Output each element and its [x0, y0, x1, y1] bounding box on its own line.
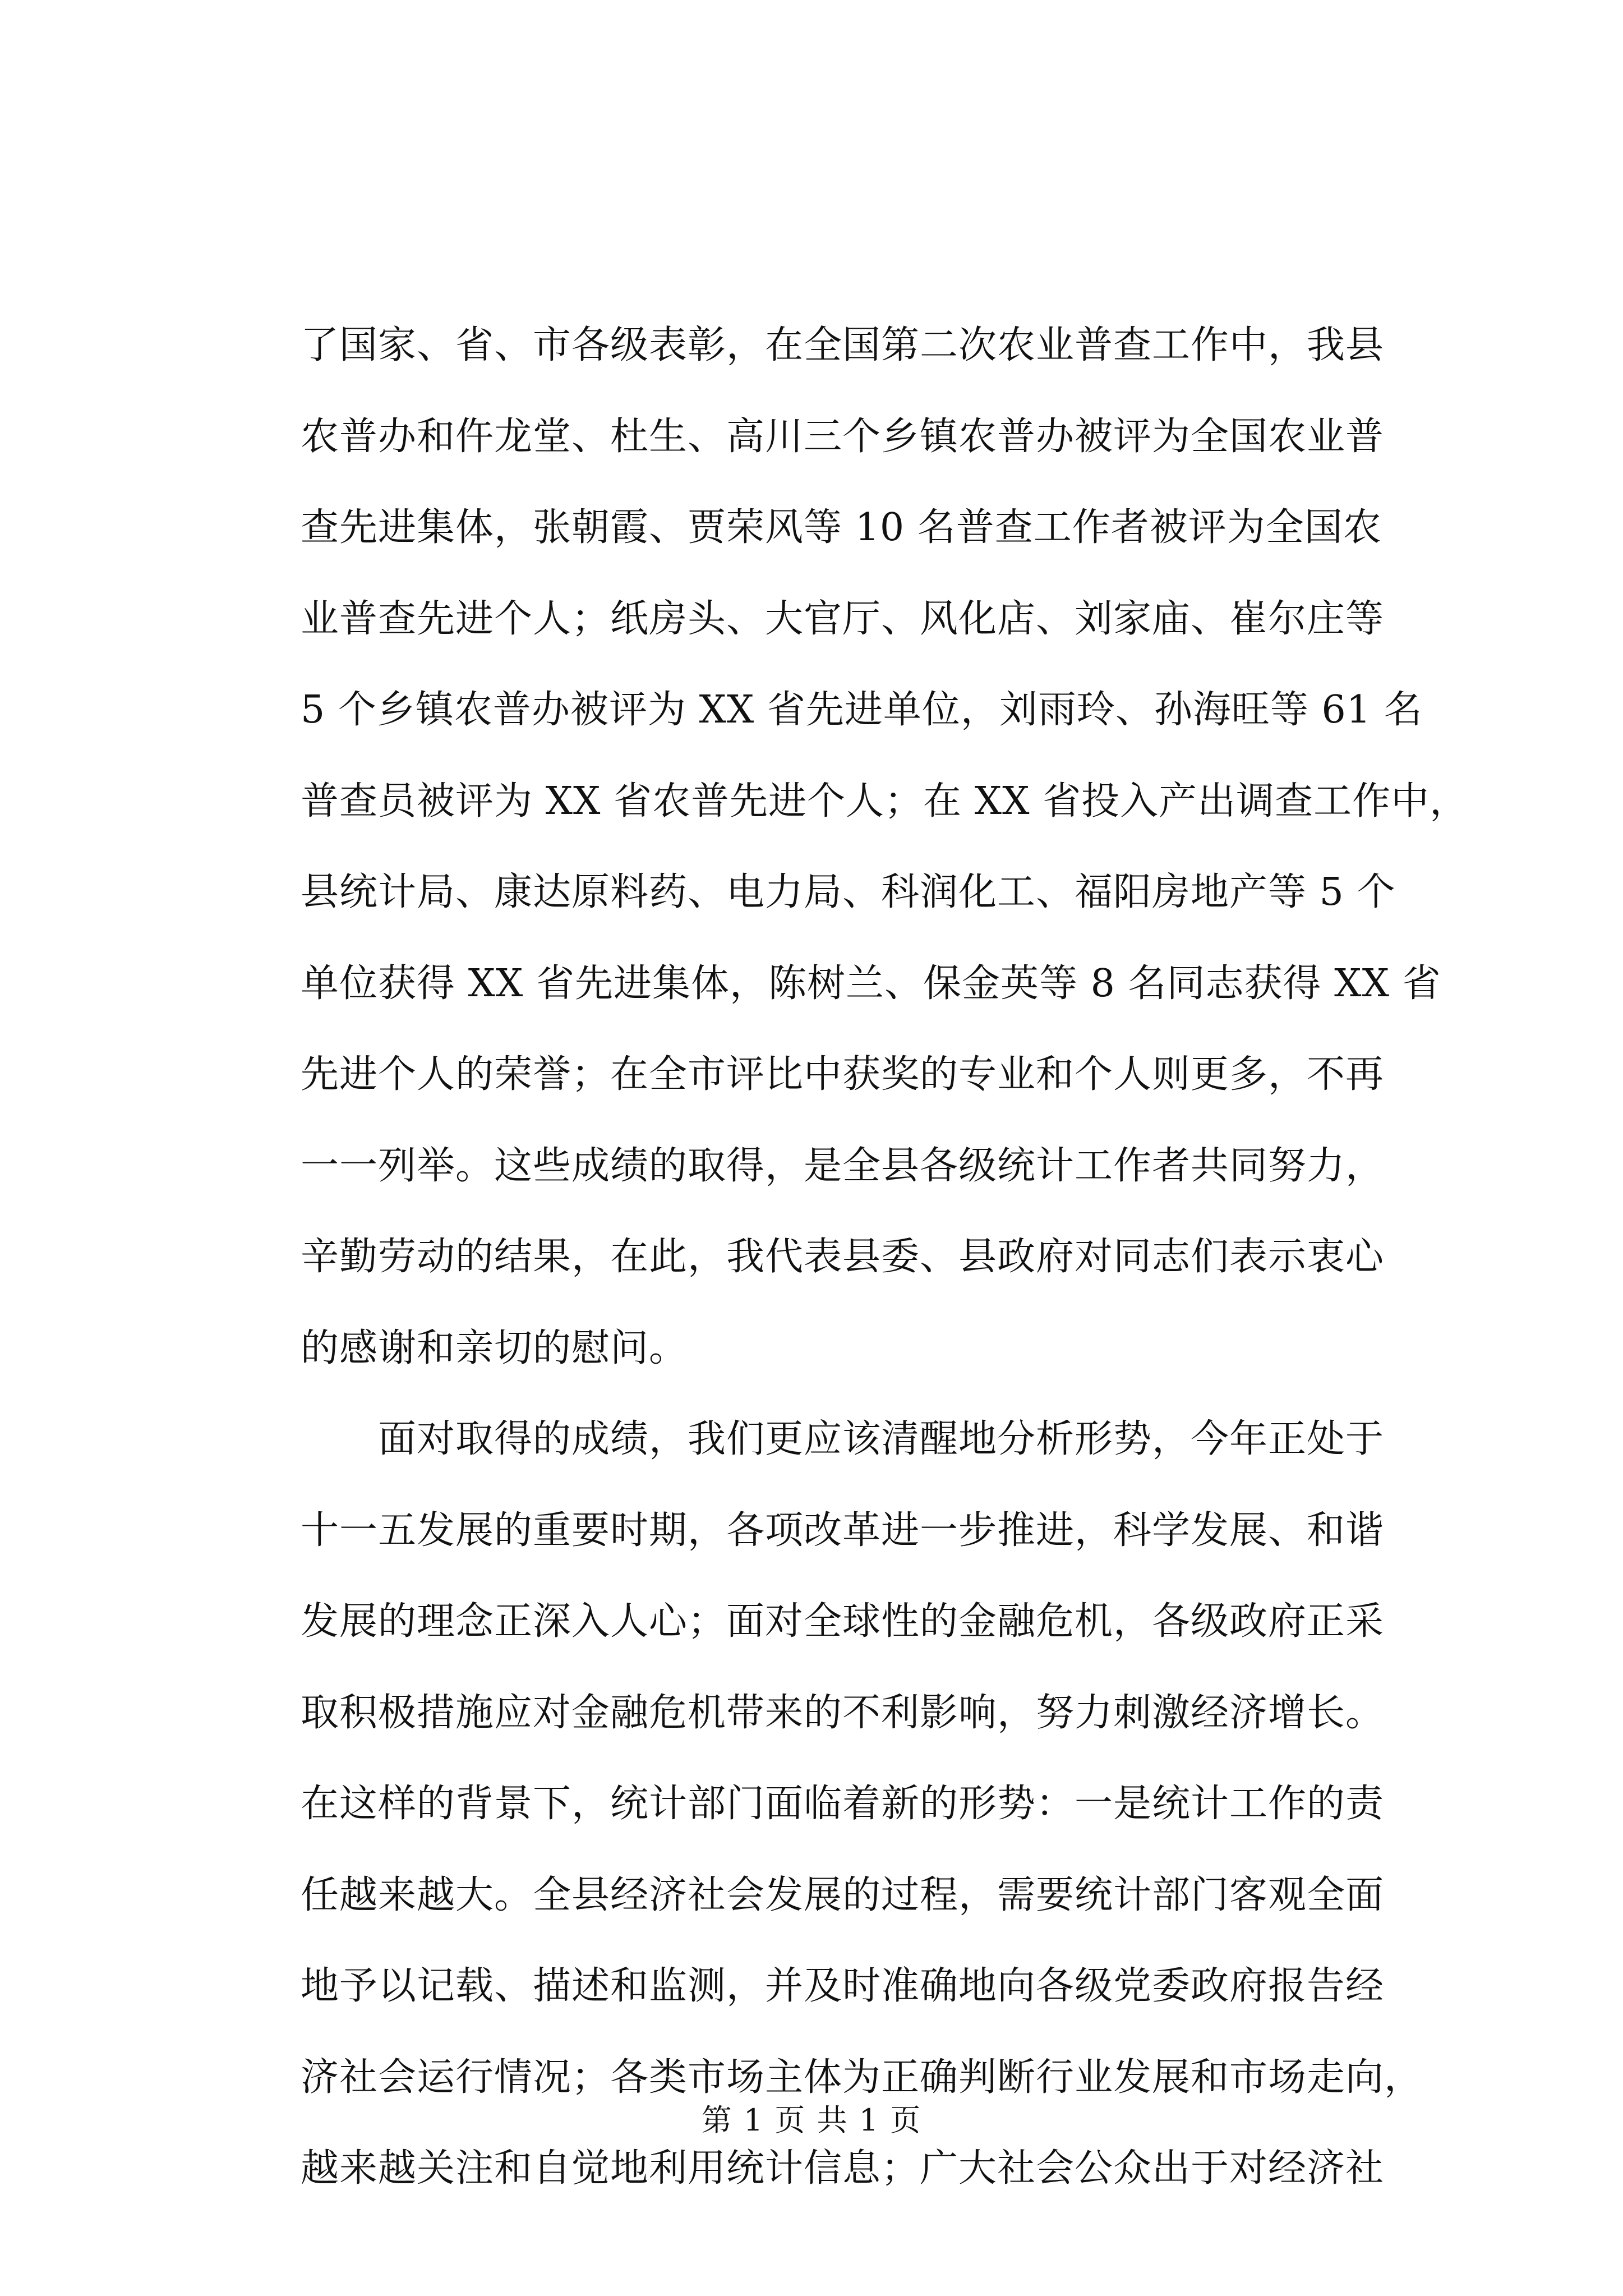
page-footer	[0, 2101, 1623, 2140]
text-line: 业普查先进个人；纸房头、大官厅、风化店、刘家庙、崔尔庄等	[301, 596, 1385, 641]
text-line: 的感谢和亲切的慰问。	[301, 1326, 688, 1370]
text-line: 了国家、省、市各级表彰，在全国第二次农业普查工作中，我县	[301, 323, 1385, 367]
text-line: 先进个人的荣誉；在全市评比中获奖的专业和个人则更多，不再	[301, 1052, 1385, 1097]
body-text	[301, 300, 1469, 2215]
page-number-label: 第 1 页 共 1 页	[701, 2102, 922, 2138]
text-line: 地予以记载、描述和监测，并及时准确地向各级党委政府报告经	[301, 1964, 1385, 2008]
text-line: 辛勤劳动的结果，在此，我代表县委、县政府对同志们表示衷心	[301, 1235, 1385, 1279]
text-line: 在这样的背景下，统计部门面临着新的形势：一是统计工作的责	[301, 1782, 1385, 1826]
text-line: 普查员被评为 XX 省农普先进个人；在 XX 省投入产出调查工作中，	[301, 779, 1469, 823]
text-line: 县统计局、康达原料药、电力局、科润化工、福阳房地产等 5 个	[301, 870, 1396, 914]
text-line: 查先进集体，张朝霞、贾荣风等 10 名普查工作者被评为全国农	[301, 505, 1382, 550]
text-line: 取积极措施应对金融危机带来的不利影响，努力刺激经济增长。	[301, 1690, 1385, 1735]
text-line: 任越来越大。全县经济社会发展的过程，需要统计部门客观全面	[301, 1872, 1385, 1917]
text-line: 济社会运行情况；各类市场主体为正确判断行业发展和市场走向，	[301, 2055, 1423, 2100]
text-line: 农普办和仵龙堂、杜生、高川三个乡镇农普办被评为全国农业普	[301, 414, 1385, 459]
text-line: 5 个乡镇农普办被评为 XX 省先进单位，刘雨玲、孙海旺等 61 名	[301, 688, 1423, 732]
text-line: 一一列举。这些成绩的取得，是全县各级统计工作者共同努力，	[301, 1143, 1385, 1188]
text-line: 单位获得 XX 省先进集体，陈树兰、保金英等 8 名同志获得 XX 省	[301, 961, 1441, 1006]
text-line: 越来越关注和自觉地利用统计信息；广大社会公众出于对经济社	[301, 2146, 1385, 2191]
text-line: 十一五发展的重要时期，各项改革进一步推进，科学发展、和谐	[301, 1508, 1385, 1553]
text-line: 发展的理念正深入人心；面对全球性的金融危机，各级政府正采	[301, 1599, 1385, 1644]
paragraph-start-line: 面对取得的成绩，我们更应该清醒地分析形势，今年正处于	[301, 1417, 1385, 1461]
